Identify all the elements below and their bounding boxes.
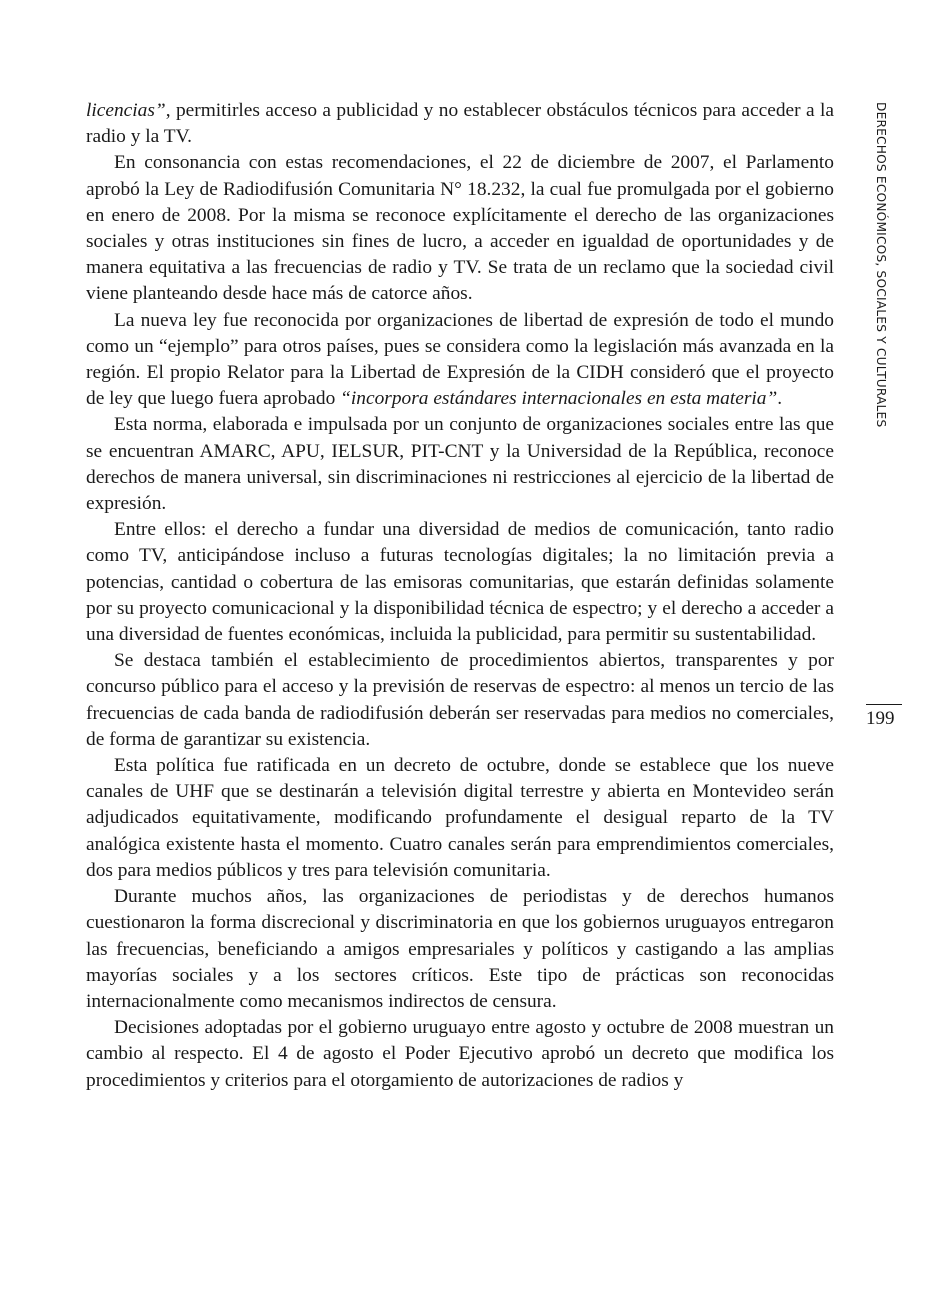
paragraph-7: Esta política fue ratificada en un decreto de octubre, donde se establece que los nueve canales de UHF que se destinarán a televisión digital terrestre y abierta en Montevideo serán adjudicados equitativamente, modificando profundamente el desigual reparto de la TV analógica existente hasta el momento. Cuatro canales serán para emprendimientos comerciales, dos para medios públicos y tres para televisión comunitaria.	[86, 755, 834, 881]
paragraph-9: Decisiones adoptadas por el gobierno uruguayo entre agosto y octubre de 2008 muestran un cambio al respecto. El 4 de agosto el Poder Ejecutivo aprobó un decreto que modifica los procedimientos y criterios para el otorgamiento de autorizaciones de radios y	[86, 1017, 834, 1091]
paragraph-3-tail: .	[777, 388, 783, 410]
running-header: DERECHOS ECONÓMICOS, SOCIALES Y CULTURALES	[874, 102, 888, 428]
paragraph-2: En consonancia con estas recomendaciones, el 22 de diciembre de 2007, el Parlamento aprobó la Ley de Radiodifusión Comunitaria N° 18.232, la cual fue promulgada por el gobierno en enero de 2008. Por la misma se reconoce explícitamente el derecho de las organizaciones sociales y otras instituciones sin fines de lucro, a acceder en igualdad de oportunidades y de manera equitativa a las frecuencias de radio y TV. Se trata de un reclamo que la sociedad civil viene planteando desde hace más de catorce años.	[86, 152, 834, 305]
paragraph-3-text: La nueva ley fue reconocida por organizaciones de libertad de expresión de todo el mundo como un “ejemplo” para otros países, pues se considera como la legislación más avanzada en la región. El propio Relator para la Libertad de Expresión de la CIDH consideró que el proyecto de ley que luego fuera aprobado	[86, 309, 834, 410]
paragraph-8: Durante muchos años, las organizaciones de periodistas y de derechos humanos cuestionaron la forma discrecional y discriminatoria en que los gobiernos uruguayos entregaron las frecuencias, beneficiando a amigos empresariales y políticos y castigando a las amplias mayorías sociales y a los sectores críticos. Este tipo de prácticas son reconocidas internacionalmente como mecanismos indirectos de censura.	[86, 886, 834, 1012]
paragraph-4: Esta norma, elaborada e impulsada por un conjunto de organizaciones sociales entre las que se encuentran AMARC, APU, IELSUR, PIT-CNT y la Universidad de la República, reconoce derechos de manera universal, sin discriminaciones ni restricciones al ejercicio de la libertad de expresión.	[86, 414, 834, 515]
paragraph-1	[86, 98, 834, 150]
paragraph-6: Se destaca también el establecimiento de procedimientos abiertos, transparentes y por concurso público para el acceso y la previsión de reservas de espectro: al menos un tercio de las frecuencias de cada banda de radiodifusión deberán ser reservadas para medios no comerciales, de forma de garantizar su existencia.	[86, 650, 834, 750]
paragraph-3-italic-quote: “incorpora estándares internacionales en esta materia”	[340, 388, 778, 410]
paragraph-1-text: , permitirles acceso a publicidad y no establecer obstáculos técnicos para acceder a la radio y la TV.	[86, 100, 834, 148]
paragraph-3	[86, 308, 834, 413]
paragraph-5: Entre ellos: el derecho a fundar una diversidad de medios de comunicación, tanto radio como TV, anticipándose incluso a futuras tecnologías digitales; la no limitación previa a potencias, cantidad o cobertura de las emisoras comunitarias, que estarán definidas solamente por su proyecto comunicacional y la disponibilidad técnica de espectro; y el derecho a acceder a una diversidad de fuentes económicas, incluida la publicidad, para permitir su sustentabilidad.	[86, 519, 834, 646]
page-number-rule	[866, 704, 902, 705]
paragraph-1-italic-lead: licencias”	[86, 100, 166, 121]
page-number: 199	[866, 708, 895, 729]
body-text	[86, 98, 834, 1094]
